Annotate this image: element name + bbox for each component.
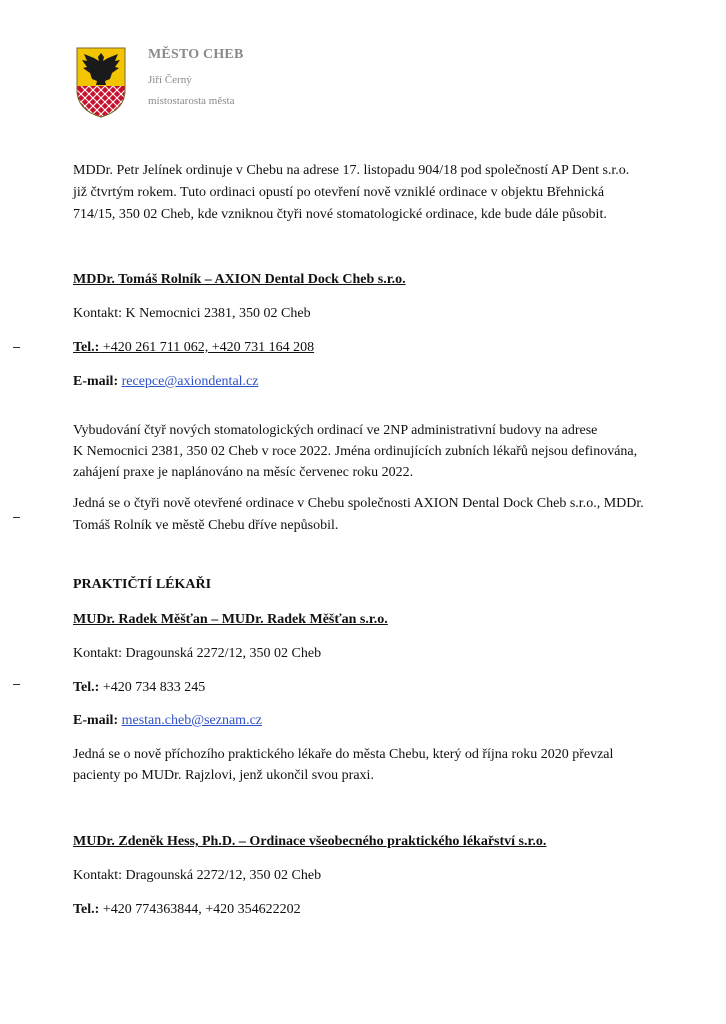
- section1-para1-line3: zahájení praxe je naplánováno na měsíc červenec roku 2022.: [73, 465, 414, 480]
- phone-label: Tel.:: [73, 340, 100, 355]
- header-role: místostarosta města: [148, 95, 235, 107]
- intro-line-1: MDDr. Petr Jelínek ordinuje v Chebu na adrese 17. listopadu 904/18 pod společností AP Dent s.r.o.: [73, 163, 630, 178]
- section3-contact: Kontakt: Dragounská 2272/12, 350 02 Cheb: [73, 868, 322, 883]
- email-link[interactable]: recepce@axiondental.cz: [121, 374, 259, 389]
- section1-heading: MDDr. Tomáš Rolník – AXION Dental Dock Cheb s.r.o.: [73, 272, 406, 287]
- header-city: MĚSTO CHEB: [148, 47, 244, 62]
- email-label: E-mail:: [73, 374, 119, 389]
- section2-para-line1: Jedná se o nově příchozího praktického lékaře do města Chebu, který od října roku 2020 převzal: [73, 747, 614, 762]
- header-person: Jiří Černý: [148, 74, 192, 86]
- city-coat-of-arms-icon: [75, 46, 127, 118]
- section1-para1-line1: Vybudování čtyř nových stomatologických ordinací ve 2NP administrativní budovy na adrese: [73, 423, 598, 438]
- phone-label: Tel.:: [73, 902, 100, 917]
- section2-contact: Kontakt: Dragounská 2272/12, 350 02 Cheb: [73, 646, 322, 661]
- category-heading: PRAKTIČTÍ LÉKAŘI: [73, 577, 212, 592]
- email-label: E-mail:: [73, 713, 119, 728]
- phone-value[interactable]: +420 261 711 062, +420 731 164 208: [99, 340, 315, 355]
- intro-line-3: 714/15, 350 02 Cheb, kde vzniknou čtyři nové stomatologické ordinace, kde bude dále působit.: [73, 207, 607, 222]
- section1-contact: Kontakt: K Nemocnici 2381, 350 02 Cheb: [73, 306, 311, 321]
- section2-email-row: [73, 712, 262, 730]
- section1-phone-row: [73, 339, 314, 357]
- section2-para-line2: pacienty po MUDr. Rajzlovi, jenž ukončil svou praxi.: [73, 768, 374, 783]
- section2-heading: MUDr. Radek Měšťan – MUDr. Radek Měšťan s.r.o.: [73, 612, 388, 627]
- section1-para2-line2: Tomáš Rolník ve městě Chebu dříve nepůsobil.: [73, 518, 339, 533]
- section1-email-row: [73, 373, 258, 391]
- section2-phone-row: [73, 679, 205, 697]
- section1-para1-line2: K Nemocnici 2381, 350 02 Cheb v roce 2022. Jména ordinujících zubních lékařů nejsou definována,: [73, 444, 638, 459]
- margin-mark: [13, 347, 20, 348]
- email-link[interactable]: mestan.cheb@seznam.cz: [121, 713, 262, 728]
- phone-value[interactable]: +420 734 833 245: [99, 680, 206, 695]
- intro-line-2: již čtvrtým rokem. Tuto ordinaci opustí po otevření nově vzniklé ordinace v objektu Břehnická: [73, 185, 605, 200]
- margin-mark: [13, 517, 20, 518]
- section1-para2-line1: Jedná se o čtyři nově otevřené ordinace v Chebu společnosti AXION Dental Dock Cheb s.r.o., MDDr.: [73, 496, 644, 511]
- section3-heading: MUDr. Zdeněk Hess, Ph.D. – Ordinace všeobecného praktického lékařství s.r.o.: [73, 834, 547, 849]
- section3-phone-row: [73, 901, 301, 919]
- margin-mark: [13, 684, 20, 685]
- phone-label: Tel.:: [73, 680, 100, 695]
- phone-value[interactable]: +420 774363844, +420 354622202: [99, 902, 301, 917]
